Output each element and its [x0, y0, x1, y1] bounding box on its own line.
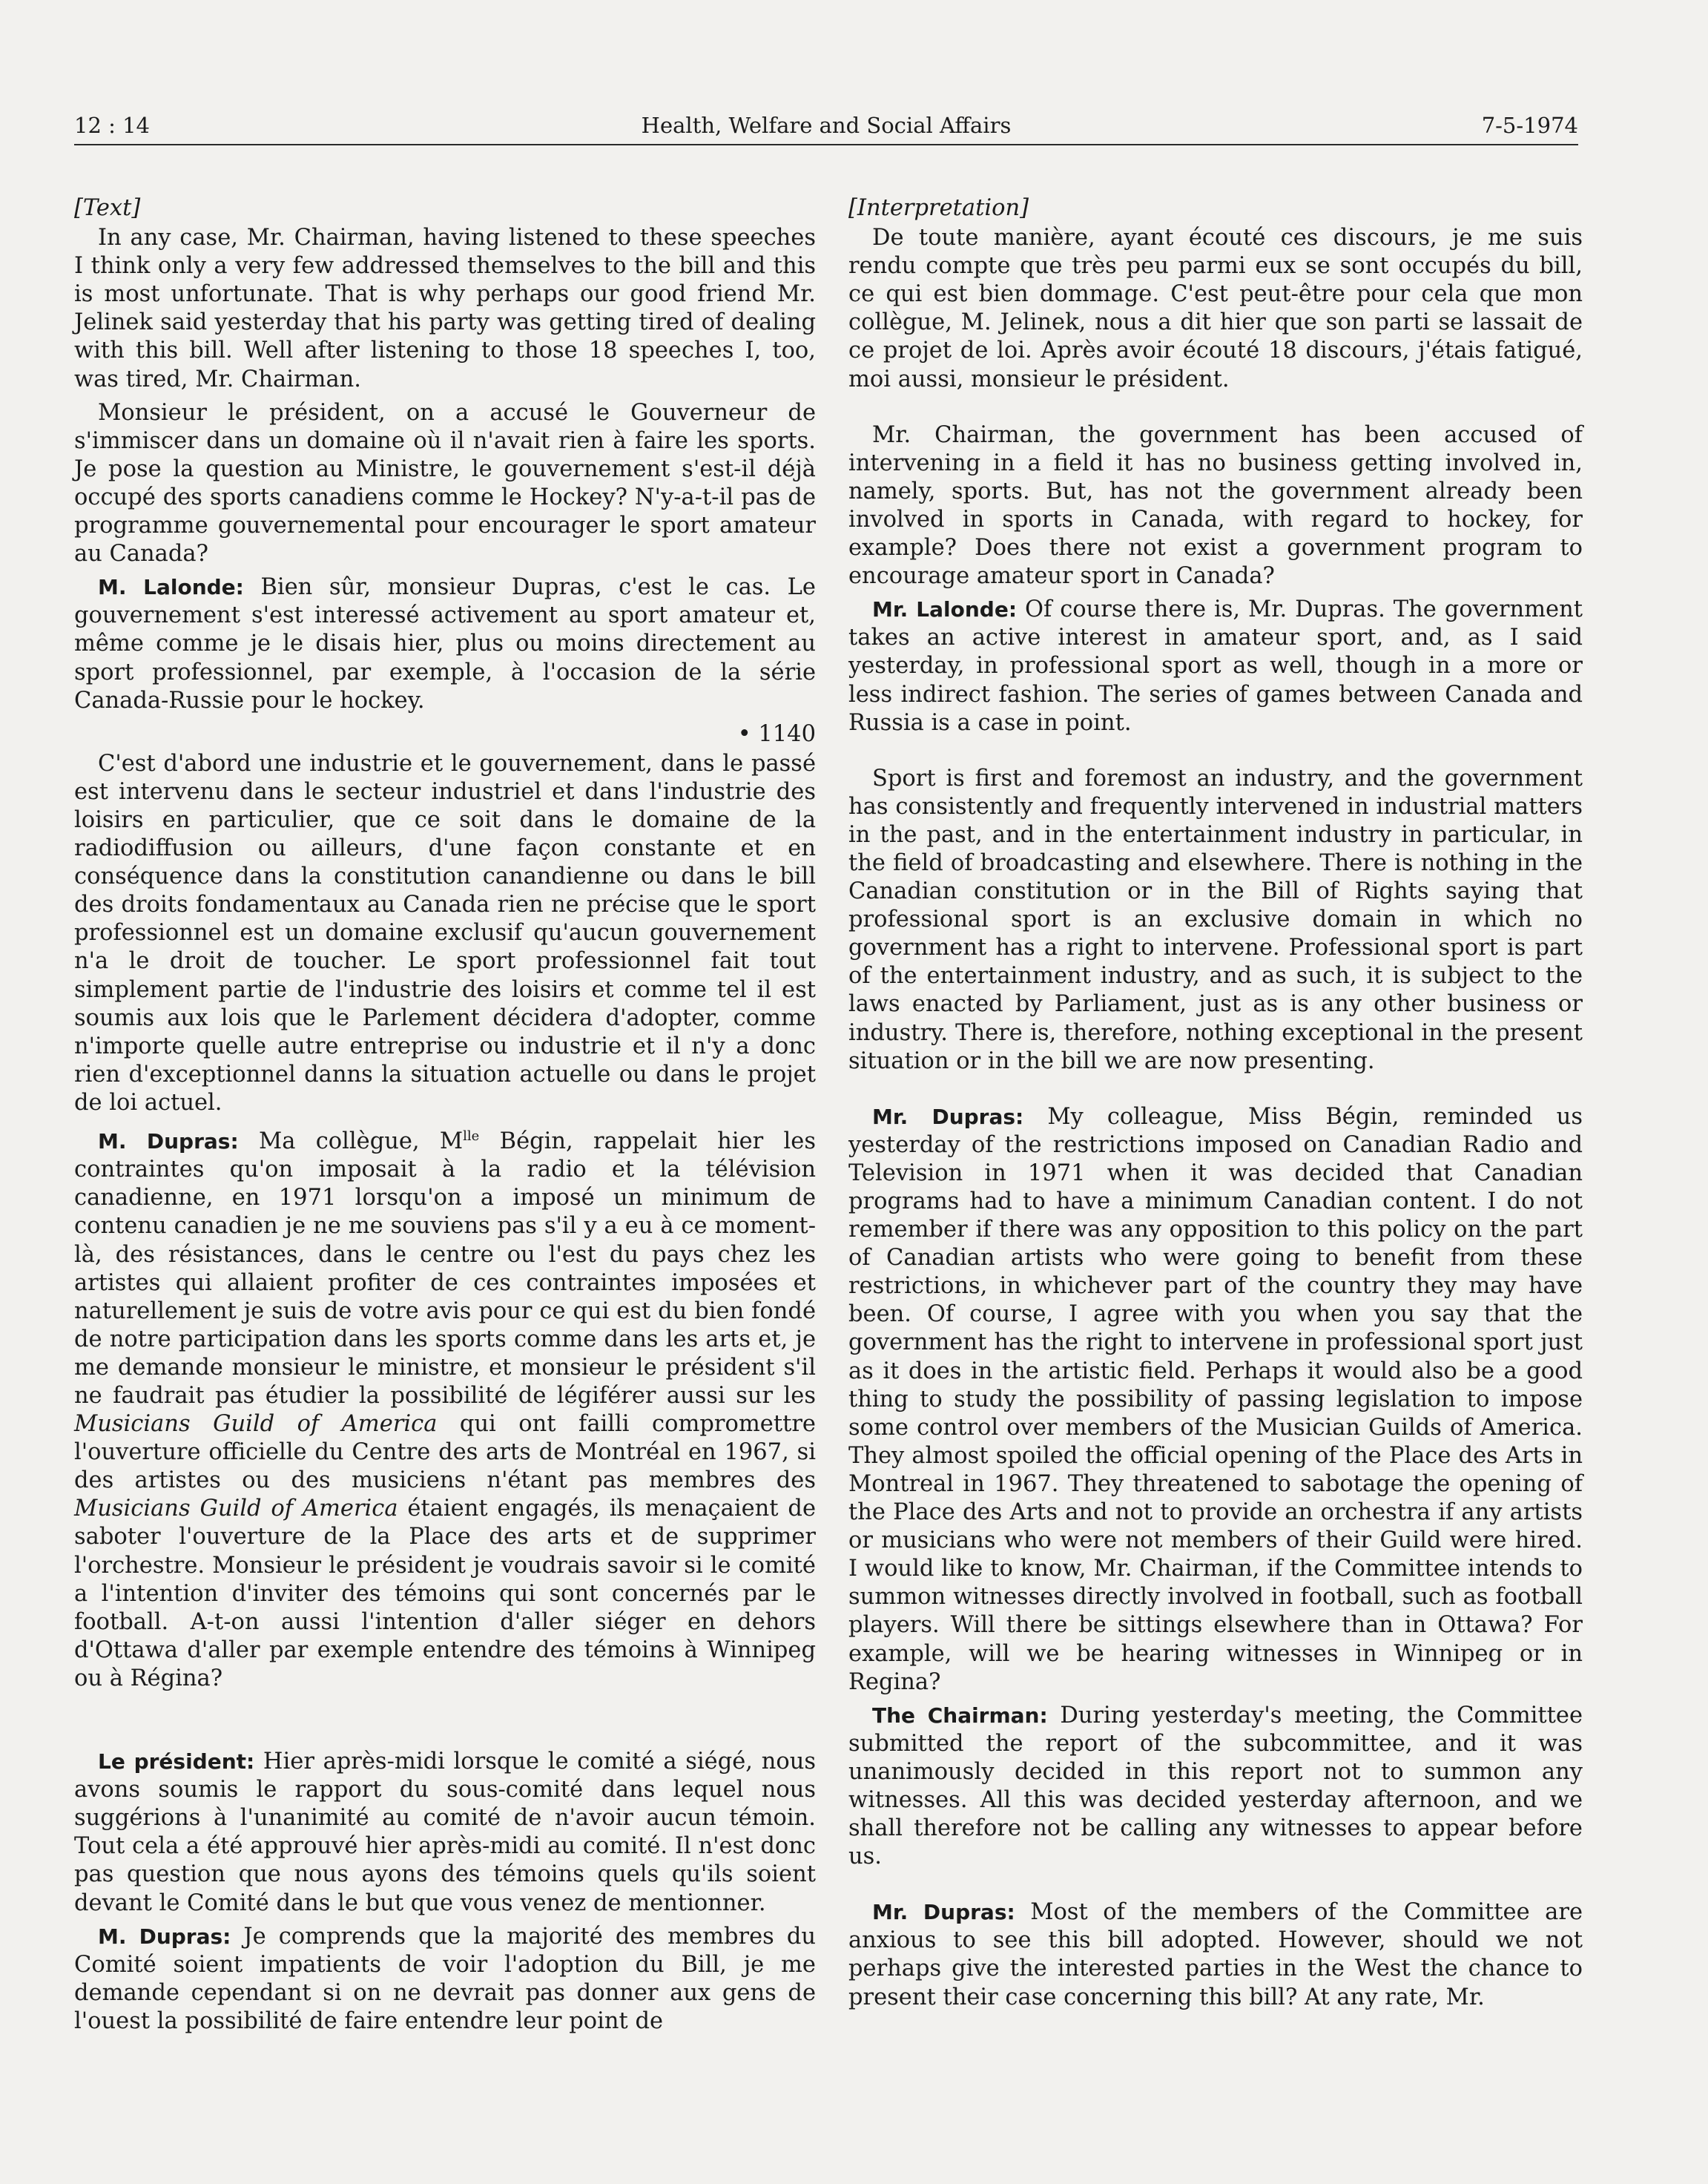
paragraph: C'est d'abord une industrie et le gouvernement, dans le passé est intervenu dans le secteur industriel et dans l'industrie des loisirs en particulier, que ce soit dans le domaine de la radiodiffusion ou ailleurs, d'une façon constante et en conséquence dans la constitution canandienne ou dans le bill des droits fondamentaux au Canada rien ne précise que le sport professionnel est un domaine exclusif qu'aucun gouvernement n'a le droit de toucher. Le sport professionnel fait tout simplement partie de l'industrie des loisirs et comme tel il est soumis aux lois que le Parlement décidera d'adopter, comme n'importe quelle autre entreprise ou industrie et il n'y a donc rien d'exceptionnel danns la situation actuelle ou dans le projet de loi actuel.	[74, 750, 816, 1116]
speech-text: During yesterday's meeting, the Committee submitted the report of the subcommittee, and it was unanimously decided in this report not to summon any witnesses. All this was decided yesterday afternoon, and we shall therefore not be calling any witnesses to appear before us.	[848, 1702, 1583, 1870]
text-label: [Text]	[74, 195, 141, 221]
speaker-name: M. Dupras:	[98, 1129, 239, 1154]
speech-text: Ma collègue, M	[238, 1128, 464, 1155]
speech-paragraph	[848, 596, 1583, 737]
speech-text: Je comprends que la majorité des membres du Comité soient impatients de voir l'adoption du Bill, je me demande cependant si on ne devrait pas donner aux gens de l'ouest la possibilité de faire entendre leur point de	[74, 1923, 816, 2034]
left-column-french	[74, 194, 816, 2041]
paragraph: Sport is first and foremost an industry, and the government has consistently and frequently intervened in industrial matters in the past, and in the entertainment industry in particular, in the field of broadcasting and elsewhere. There is nothing in the Canadian constitution or in the Bill of Rights saying that professional sport is an exclusive domain in which no government has a right to intervene. Professional sport is part of the entertainment industry, and as such, it is subject to the laws enacted by Parliament, just as is any other business or industry. There is, therefore, nothing exceptional in the present situation or in the bill we are now presenting.	[848, 765, 1583, 1074]
speaker-name: Mr. Dupras:	[872, 1104, 1024, 1129]
speaker-name: M. Dupras:	[98, 1924, 231, 1949]
speech-paragraph	[848, 1898, 1583, 2011]
speech-paragraph	[74, 1748, 816, 1918]
speech-text: Bégin, rappelait hier les contraintes qu'on imposait à la radio et la télévision canadienne, en 1971 lorsqu'on a imposé un minimum de contenu canadien je ne me souviens pas s'il y a eu à ce moment-là, des résistances, dans le centre ou l'est du pays chez les artistes qui allaient profiter de ces contraintes imposées et naturellement je suis de votre avis pour ce qui est du bien fondé de notre participation dans les sports comme dans les arts et, je me demande monsieur le ministre, et monsieur le président s'il ne faudrait pas étudier la possibilité de légiférer aussi sur les	[74, 1128, 816, 1409]
publication-title: Health, Welfare and Social Affairs	[641, 113, 1012, 138]
italic-title: Musicians Guild of America	[74, 1411, 438, 1438]
speech-text: My colleague, Miss Bégin, reminded us yesterday of the restrictions imposed on Canadian Radio and Television in 1971 when it was decided that Canadian programs had to have a minimum Canadian content. I do not remember if there was any opposition to this policy on the part of Canadian artists who were going to benefit from these restrictions, in whichever part of the country they may have been. Of course, I agree with you when you say that the government has the right to intervene in professional sport just as it does in the artistic field. Perhaps it would also be a good thing to study the possibility of passing legislation to impose some control over members of the Musician Guilds of America. They almost spoiled the official opening of the Place des Arts in Montreal in 1967. They threatened to sabotage the opening of the Place des Arts and not to provide an orchestra if any artists or musicians who were not members of their Guild were hired. I would like to know, Mr. Chairman, if the Committee intends to summon witnesses directly involved in football, such as football players. Will there be sittings elsewhere than in Ottawa? For example, will we be hearing witnesses in Winnipeg or in Regina?	[848, 1103, 1583, 1695]
speech-text: Of course there is, Mr. Dupras. The government takes an active interest in amateur sport, and, as I said yesterday, in professional sport as well, though in a more or less indirect fashion. The series of games between Canada and Russia is a case in point.	[848, 596, 1583, 736]
right-column-english	[848, 194, 1583, 2017]
speech-paragraph	[74, 1122, 816, 1693]
speaker-name: M. Lalonde:	[98, 575, 244, 600]
page-date: 7-5-1974	[1481, 113, 1578, 138]
speaker-name: The Chairman:	[872, 1703, 1048, 1728]
speaker-name: Le président:	[98, 1749, 255, 1774]
speech-text: Hier après-midi lorsque le comité a siégé, nous avons soumis le rapport du sous-comité dans lequel nous suggérions à l'unanimité au comité de n'avoir aucun témoin. Tout cela a été approuvé hier après-midi au comité. Il n'est donc pas question que nous ayons des témoins quels qu'ils soient devant le Comité dans le but que vous venez de mentionner.	[74, 1749, 816, 1916]
speech-text: qui ont failli compromettre l'ouverture officielle du Centre des arts de Montréal en 1967, si des artistes ou des musiciens n'étant pas membres des	[74, 1411, 816, 1494]
speech-text: Bien sûr, monsieur Dupras, c'est le cas. Le gouvernement s'est interessé activement au sport amateur et, même comme je le disais hier, plus ou moins directement au sport professionnel, par exemple, à l'occasion de la série Canada-Russie pour le hockey.	[74, 574, 816, 714]
time-marker: • 1140	[737, 720, 816, 747]
speech-text: étaient engagés, ils menaçaient de saboter l'ouverture de la Place des arts et de supprimer l'orchestre. Monsieur le président je voudrais savoir si le comité a l'intention d'inviter des témoins qui sont concernés par le football. A-t-on aussi l'intention d'aller siéger en dehors d'Ottawa d'aller par exemple entendre des témoins à Winnipeg ou à Régina?	[74, 1496, 816, 1691]
paragraph: Mr. Chairman, the government has been accused of intervening in a field it has no business getting involved in, namely, sports. But, has not the government already been involved in sports in Canada, with regard to hockey, for example? Does there not exist a government program to encourage amateur sport in Canada?	[848, 421, 1583, 590]
superscript: lle	[463, 1128, 480, 1144]
speech-paragraph	[74, 573, 816, 714]
page-reference: 12 : 14	[74, 113, 151, 138]
speech-paragraph	[74, 1923, 816, 2036]
paragraph: Monsieur le président, on a accusé le Gouverneur de s'immiscer dans un domaine où il n'avait rien à faire les sports. Je pose la question au Ministre, le gouvernement s'est-il déjà occupé des sports canadiens comme le Hockey? N'y-a-t-il pas de programme gouvernemental pour encourager le sport amateur au Canada?	[74, 399, 816, 568]
paragraph: De toute manière, ayant écouté ces discours, je me suis rendu compte que très peu parmi eux se sont occupés du bill, ce qui est bien dommage. C'est peut-être pour cela que mon collègue, M. Jelinek, nous a dit hier que son parti se lassait de ce projet de loi. Après avoir écouté 18 discours, j'étais fatigué, moi aussi, monsieur le président.	[848, 225, 1583, 392]
interpretation-label: [Interpretation]	[848, 195, 1029, 221]
italic-title: Musicians Guild of America	[74, 1496, 398, 1522]
speech-paragraph	[848, 1103, 1583, 1697]
speaker-name: Mr. Dupras:	[872, 1900, 1015, 1925]
speaker-name: Mr. Lalonde:	[872, 597, 1018, 622]
page-header	[74, 110, 1578, 145]
speech-paragraph	[848, 1702, 1583, 1872]
speech-text: Most of the members of the Committee are anxious to see this bill adopted. However, should we not perhaps give the interested parties in the West the chance to present their case concerning this bill? At any rate, Mr.	[848, 1899, 1583, 2010]
paragraph: In any case, Mr. Chairman, having listened to these speeches I think only a very few addressed themselves to the bill and this is most unfortunate. That is why perhaps our good friend Mr. Jelinek said yesterday that his party was getting tired of dealing with this bill. Well after listening to those 18 speeches I, too, was tired, Mr. Chairman.	[74, 225, 816, 392]
